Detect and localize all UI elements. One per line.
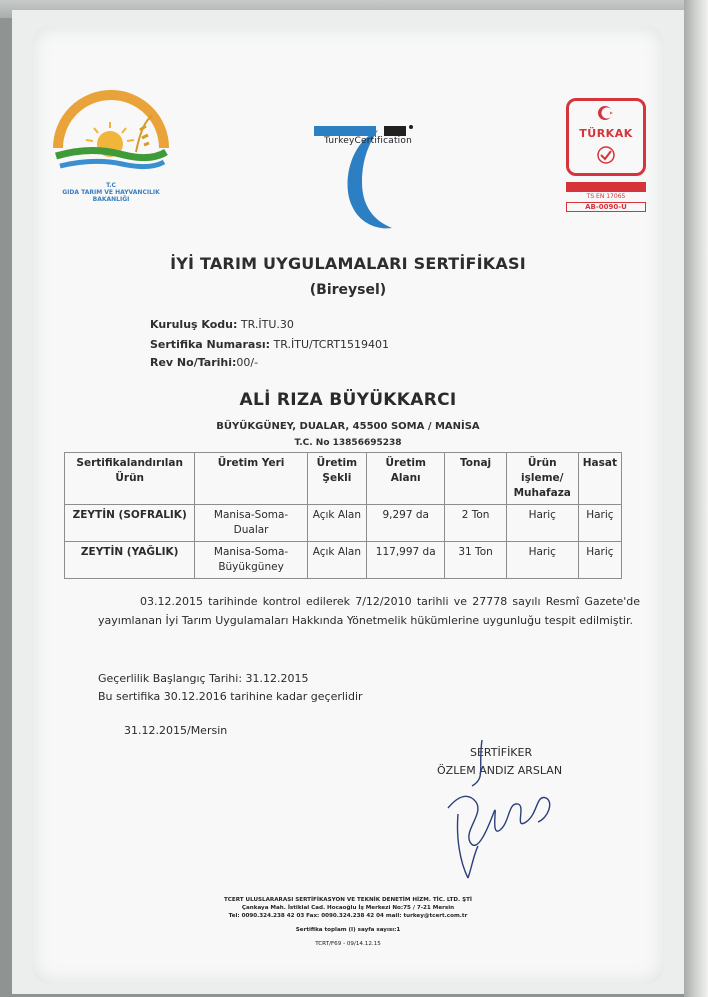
ministry-line-3: BAKANLIĞI [92,196,130,203]
footer-company: TCERT ULUSLARARASI SERTİFİKASYON VE TEKNİK DENETİM HİZM. TİC. LTD. ŞTİ [223,897,472,903]
table-cell: Manisa-Soma-Dualar [195,505,307,542]
table-cell: ZEYTİN (YAĞLIK) [65,542,195,579]
inspection-statement: 03.12.2015 tarihinde kontrol edilerek 7/12/2010 tarihli ve 27778 sayılı Resmî Gazete'de yayımlanan İyi Tarım Uygulamaları Hakkında Yönetmelik hükümlerine uygunluğu tespit edilmiştir. [98,595,640,627]
footer-form-code: TCRT/F69 - 09/14.12.15 [315,941,381,947]
table-cell: Manisa-Soma-Büyükgüney [195,542,307,579]
table-cell: Hariç [506,542,578,579]
rev-no-row [150,356,258,369]
column-header: Üretim Yeri [195,453,307,505]
turkak-band [566,182,646,192]
ministry-name [50,182,172,203]
ministry-emblem-icon [50,82,172,178]
table-header-row [65,453,622,505]
sertifika-numarasi-value: TR.İTU/TCRT1519401 [273,338,390,351]
table-cell: 9,297 da [367,505,445,542]
column-header: Üretim Şekli [307,453,366,505]
validity-start: Geçerlilik Başlangıç Tarihi: 31.12.2015 [98,672,309,685]
table-cell: 117,997 da [367,542,445,579]
rev-no-label: Rev No/Tarihi: [150,356,237,369]
checkmark-icon [596,145,616,165]
footer-pages: Sertifika toplam (I) sayfa sayısı:1 [295,927,401,933]
validity-end: Bu sertifika 30.12.2016 tarihine kadar geçerlidir [98,690,363,703]
footer-address: Çankaya Mah. İstiklal Cad. Hocaoğlu İş Merkezi No:75 / 7-21 Mersin [241,905,455,911]
holder-name: ALİ RIZA BÜYÜKKARCI [239,390,457,410]
table-row [65,542,622,579]
table-cell: Açık Alan [307,505,366,542]
ministry-line-2: GIDA TARIM VE HAYVANCILIK [62,189,160,196]
ministry-line-1: T.C [106,182,116,189]
table-cell: Açık Alan [307,542,366,579]
rev-no-value: 00/- [236,356,259,369]
turkak-logo [566,98,648,222]
kurulus-kodu-value: TR.İTU.30 [240,318,294,331]
signer-name: ÖZLEM ANDIZ ARSLAN [437,764,563,777]
crescent-star-icon [597,105,617,121]
signature-icon [428,738,578,888]
signer-role: SERTİFİKER [470,746,533,759]
turkak-badge [566,98,646,176]
sertifika-numarasi-label: Sertifika Numarası: [150,338,271,351]
holder-tc-no: T.C. No 13856695238 [294,438,402,448]
footer-contact: Tel: 0090.324.238 42 03 Fax: 0090.324.238 42 04 mail: turkey@tcert.com.tr [228,913,468,919]
holder-address: BÜYÜKGÜNEY, DUALAR, 45500 SOMA / MANİSA [216,421,480,432]
column-header: Sertifikalandırılan Ürün [65,453,195,505]
certificate-subtitle: (Bireysel) [309,282,387,298]
certificate-title: İYİ TARIM UYGULAMALARI SERTİFİKASI [170,254,526,273]
column-header: Üretim Alanı [367,453,445,505]
table-cell: Hariç [506,505,578,542]
table-row [65,505,622,542]
table-cell: Hariç [578,505,621,542]
turkak-code: AB-0090-U [566,202,646,212]
column-header: Ürün işleme/ Muhafaza [506,453,578,505]
tc-logo-text: TurkeyCertification [323,136,412,146]
certificate-sheet [32,26,664,984]
photo-background-right [684,0,708,997]
turkey-certification-logo [308,124,428,244]
table-cell: ZEYTİN (SOFRALIK) [65,505,195,542]
table-cell: 31 Ton [445,542,506,579]
certified-products-table [64,452,622,579]
footer [152,896,544,948]
kurulus-kodu-label: Kuruluş Kodu: [150,318,238,331]
column-header: Tonaj [445,453,506,505]
ministry-logo [50,82,172,204]
certificate-paper [12,10,684,994]
kurulus-kodu-row [150,318,294,331]
turkak-standard: TS EN 17065 [586,193,626,200]
column-header: Hasat [578,453,621,505]
table-cell: 2 Ton [445,505,506,542]
place-date: 31.12.2015/Mersin [124,724,228,737]
table-cell: Hariç [578,542,621,579]
sertifika-numarasi-row [150,338,389,351]
turkak-label: TÜRKAK [579,127,633,140]
